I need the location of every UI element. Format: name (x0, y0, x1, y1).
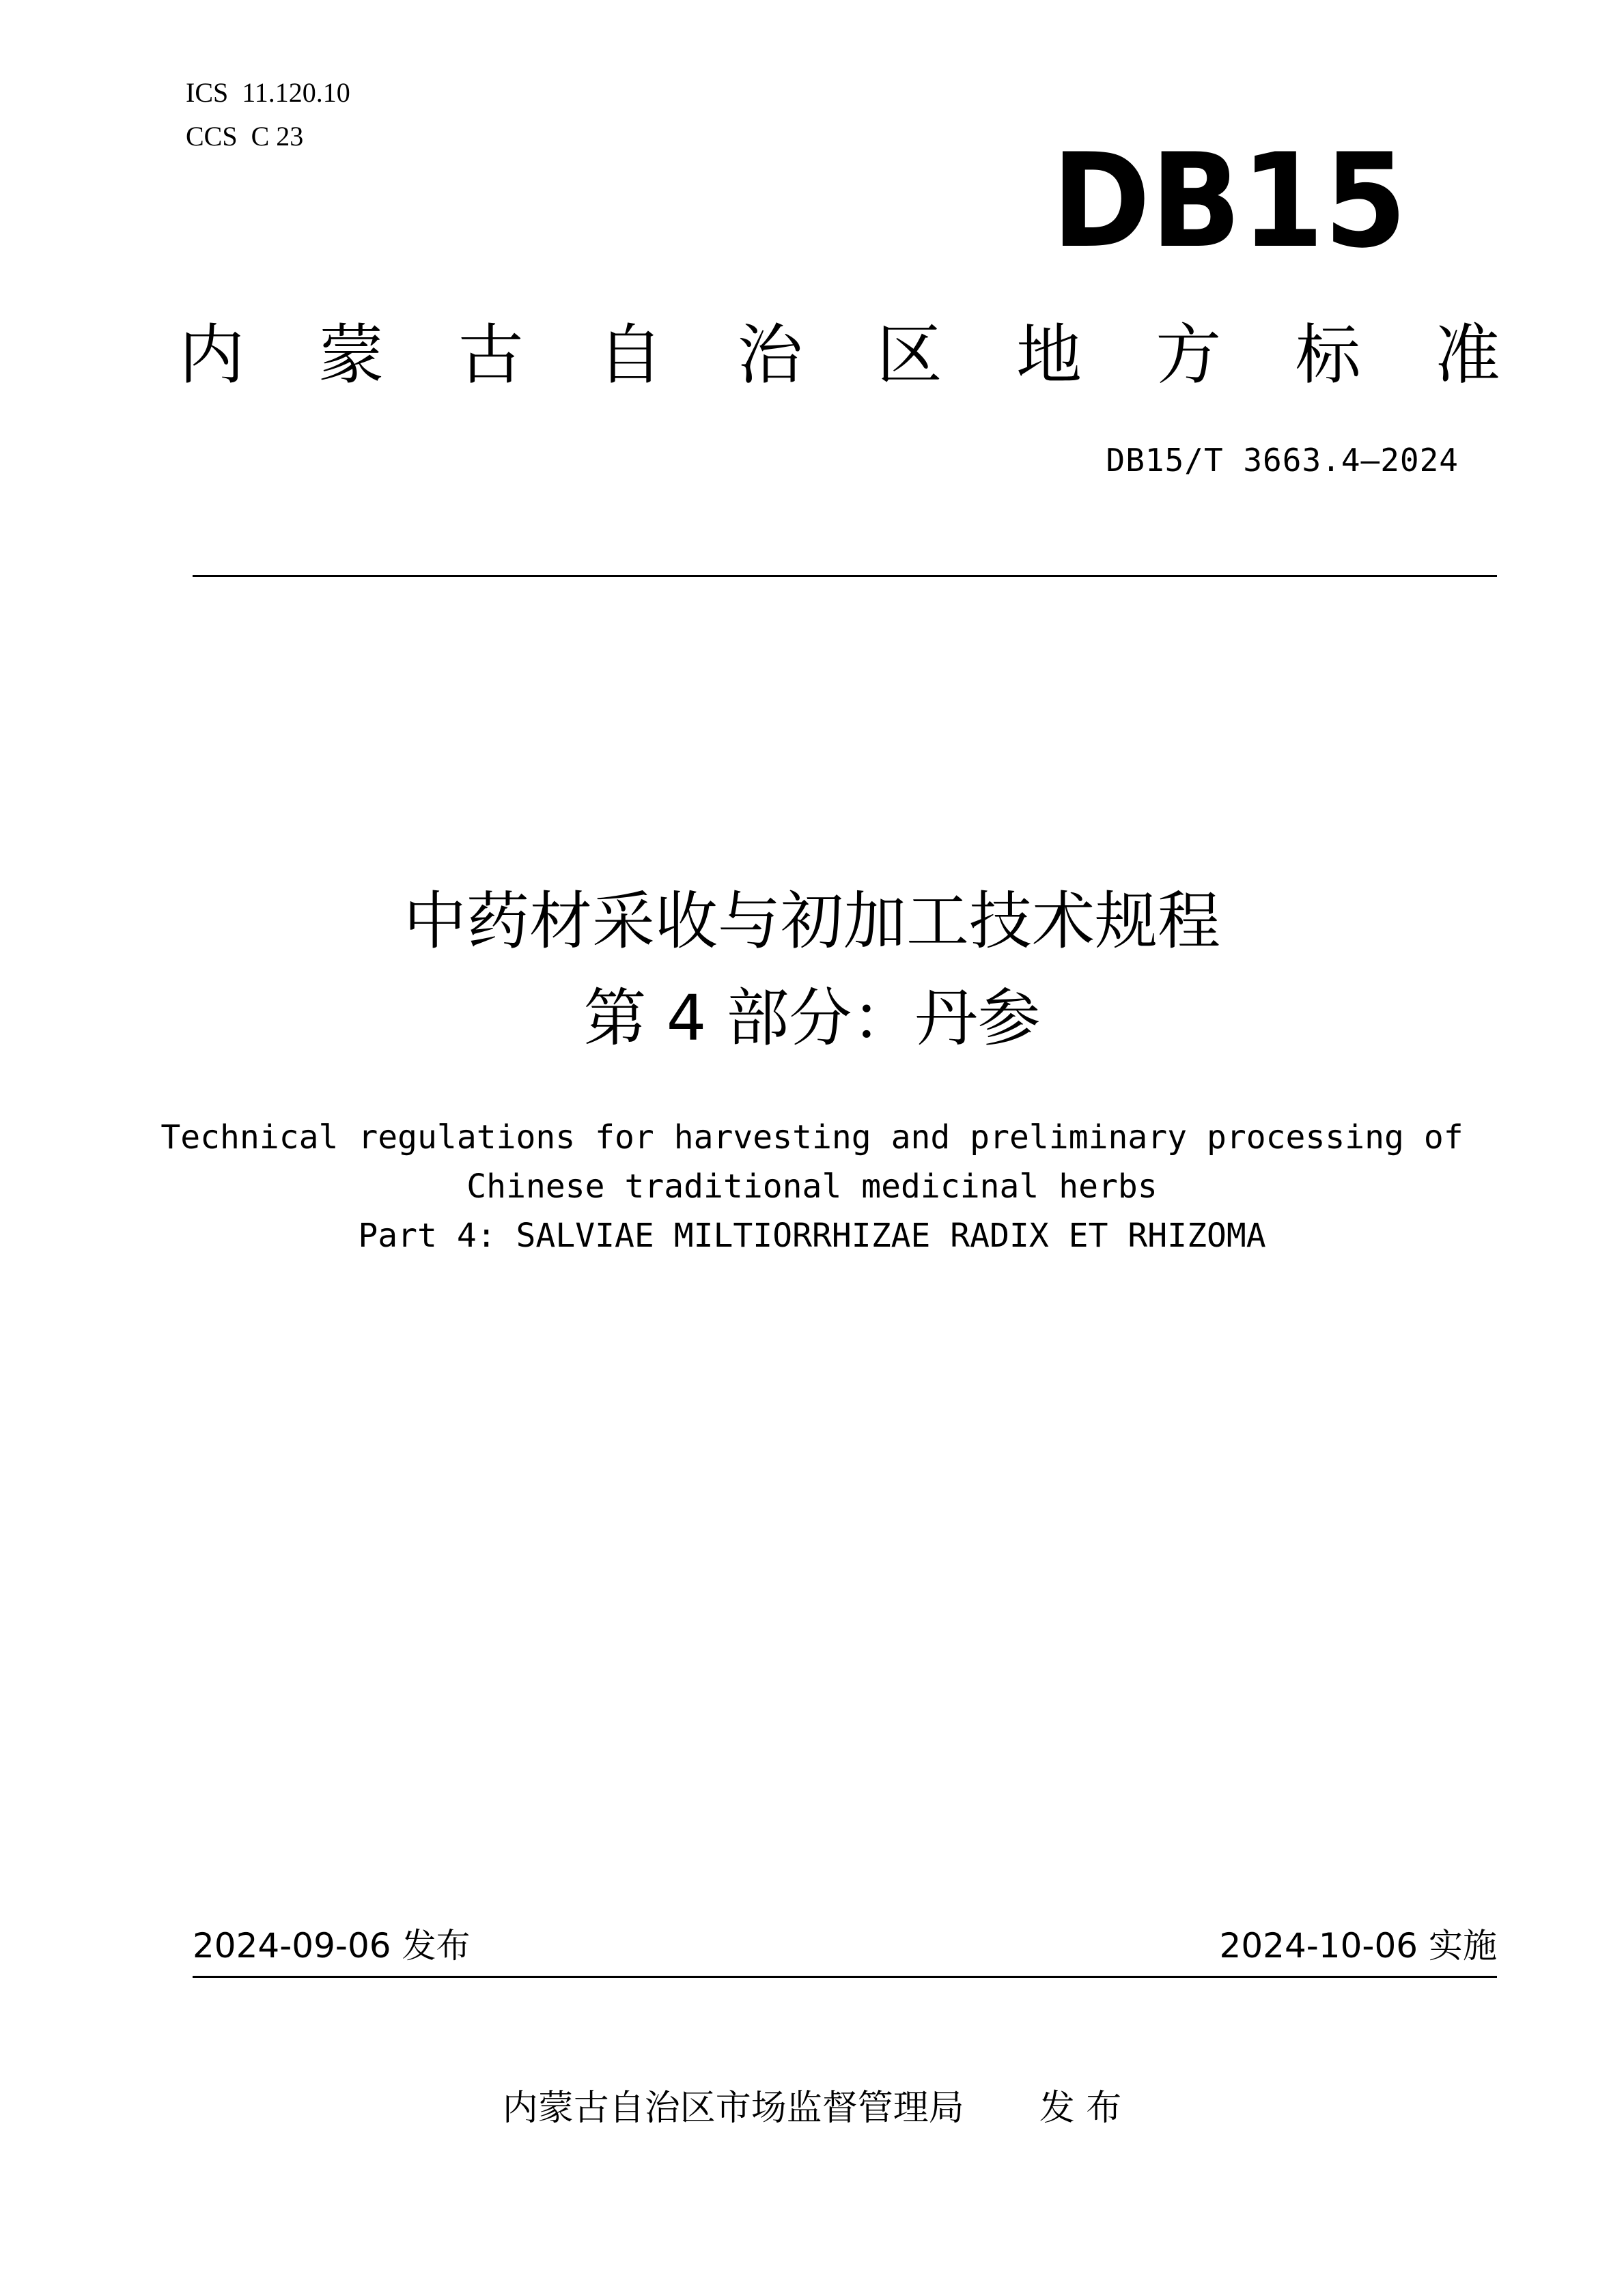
gov-title-char: 古 (458, 317, 524, 393)
english-title-line-1: Technical regulations for harvesting and preliminary processing of (160, 1118, 1464, 1157)
gov-title-char: 标 (1295, 317, 1361, 393)
bottom-divider (193, 1976, 1497, 1978)
standard-number: DB15/T 3663.4—2024 (1106, 442, 1459, 479)
chinese-title-line-2: 第 4 部分：丹参 (583, 982, 1041, 1055)
issuer-name: 内蒙古自治区市场监督管理局 (502, 2088, 964, 2129)
gov-title-char: 自 (597, 317, 663, 393)
gov-title-char: 地 (1016, 317, 1082, 393)
implementation-date: 2024-10-06 实施 (1219, 1926, 1497, 1966)
db15-logo (1052, 130, 1407, 266)
gov-title-char: 治 (737, 317, 803, 393)
gov-title-char: 准 (1434, 317, 1500, 393)
government-standard-title (179, 314, 1500, 396)
top-divider (193, 575, 1497, 577)
gov-title-char: 内 (179, 317, 244, 393)
issuing-authority (0, 2084, 1624, 2133)
ics-code: ICS 11.120.10 (186, 77, 350, 108)
db15-logo-text: DB15 (1052, 130, 1407, 266)
publish-date: 2024-09-06 发布 (193, 1926, 471, 1966)
english-title-line-3: Part 4: SALVIAE MILTIORRHIZAE RADIX ET RHIZOMA (358, 1217, 1266, 1255)
gov-title-char: 蒙 (318, 317, 384, 393)
gov-title-char: 区 (876, 317, 942, 393)
issuer-action: 发 布 (1039, 2088, 1122, 2129)
ccs-code: CCS C 23 (186, 121, 304, 152)
chinese-title-line-1: 中药材采收与初加工技术规程 (403, 885, 1220, 958)
english-title-line-2: Chinese traditional medicinal herbs (466, 1167, 1158, 1206)
gov-title-char: 方 (1156, 317, 1222, 393)
